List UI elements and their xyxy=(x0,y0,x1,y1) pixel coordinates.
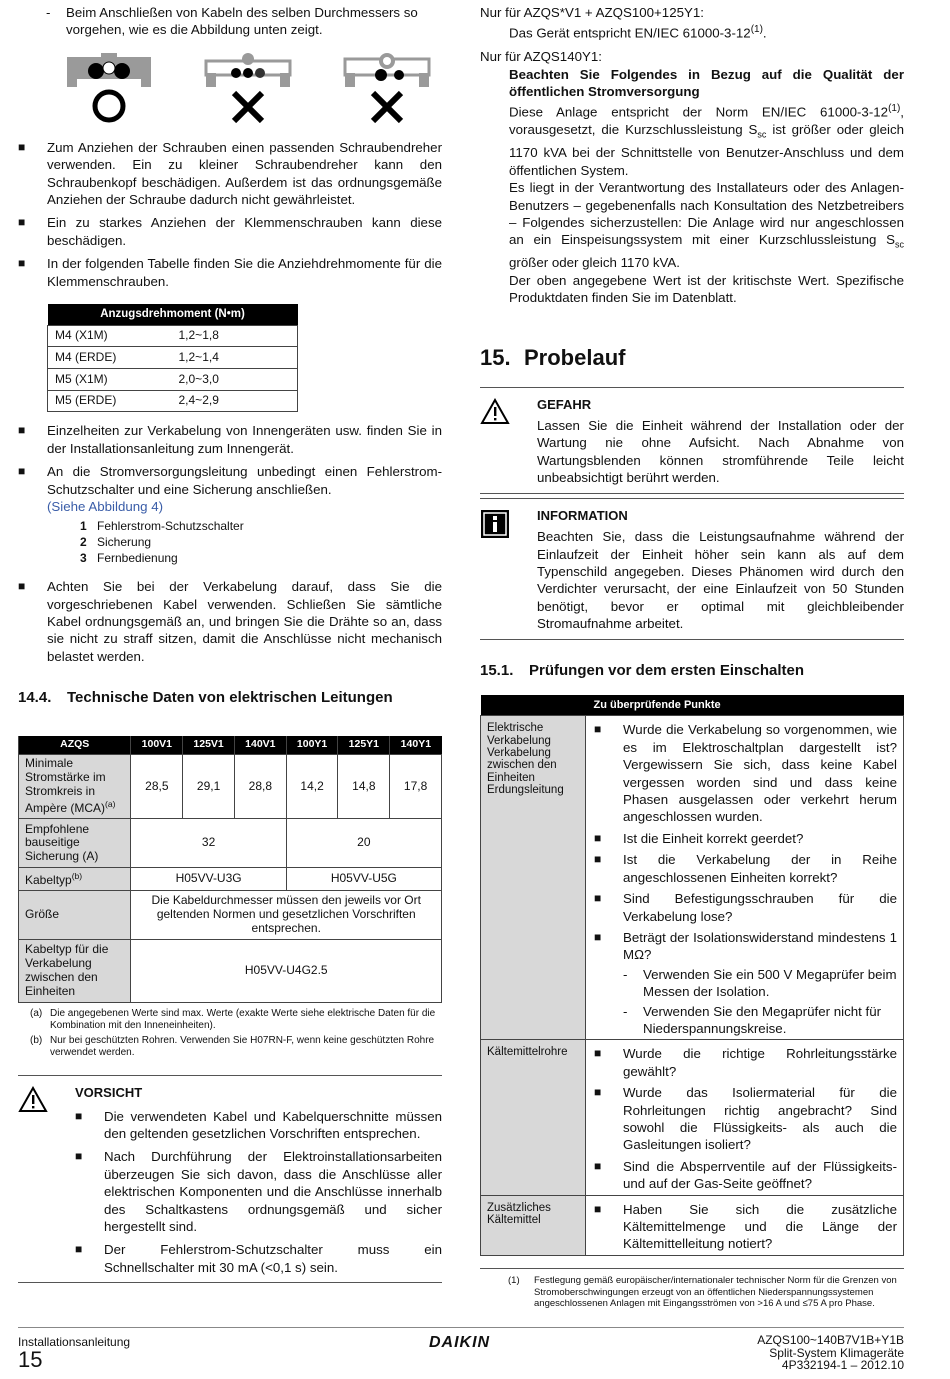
list-item: ■ An die Stromversorgungsleitung unbedingt einen Fehlerstrom-Schutzschalter und eine Sicherung anschließen. (Siehe Abbildung 4) xyxy=(18,464,442,514)
bullet-icon: ■ xyxy=(18,215,26,230)
bullet-icon: ■ xyxy=(18,464,26,479)
info-title: INFORMATION xyxy=(537,507,628,523)
figure-reference-link[interactable]: (Siehe Abbildung 4) xyxy=(47,498,164,514)
list-item: ■ Beträgt der Isolationswiderstand mindestens 1 MΩ? xyxy=(594,929,897,963)
sub-list-item: - Verwenden Sie ein 500 V Megaprüfer beim Messen der Isolation. xyxy=(623,966,897,1000)
caution-callout xyxy=(18,1075,442,1283)
list-item: ■ Einzelheiten zur Verkabelung von Innengeräten usw. finden Sie in der Installationsanleitung zum Innengerät. xyxy=(18,423,442,456)
caution-title: VORSICHT xyxy=(75,1085,143,1101)
table-row: Elektrische Verkabelung Verkabelung zwischen den Einheiten Erdungsleitung ■ Wurde die Verkabelung so vorgenommen, wie es im Elektroschaltplan dargestellt ist? Vergewissern Sie sich, dass keine Kabel vergessen worden sind und dass keine Phasen ausgelassen oder verkehrt herum angeschlossen wurden. ■ Ist die Einheit korrekt geerdet? ■ Ist die Verkabelung der in Reihe angeschlossenen Einheiten korrekt? ■ Sind Befestigungsschrauben für die Verkabelung lose? ■ Beträgt der Isolationswiderstand mindestens 1 MΩ? - Verwenden Sie ein 500 V Megaprüfer beim Messen der Isolation. - Verwenden Sie den Megaprüfer nicht für Niederspannungskreise. xyxy=(481,716,904,1040)
bullet-icon: ■ xyxy=(594,1201,602,1216)
table-row: Minimale Stromstärke im Stromkreis in Ampère (MCA)$^{(a)}$ 28,5 29,1 28,8 14,2 14,8 17,8 xyxy=(19,755,442,819)
intro-text: Beim Anschließen von Kabeln des selben Durchmessers so vorgehen, wie es die Abbildung unten zeigt. xyxy=(66,5,418,38)
wrong-wiring-figure-1 xyxy=(204,51,292,123)
bullet-icon: ■ xyxy=(18,423,26,438)
page-number: 15 xyxy=(18,1347,43,1372)
list-item: ■ Nach Durchführung der Elektroinstallationsarbeiten überzeugen Sie sich davon, dass die Anschlüsse aller elektrischen Komponenten und die Anschlüsse innerhalb des Schaltkastens ordnungsgemäß und sicher hergestellt sind. xyxy=(75,1149,442,1235)
left-column xyxy=(18,4,442,1283)
information-icon xyxy=(480,499,537,639)
bullet-icon: ■ xyxy=(75,1242,83,1257)
torque-table-header: Anzugsdrehmoment (N•m) xyxy=(48,304,298,325)
warning-triangle-icon xyxy=(480,388,537,493)
bullet-icon: ■ xyxy=(594,852,602,867)
bullet-icon: ■ xyxy=(18,139,26,154)
table-row: M5 (ERDE) 2,4~2,9 xyxy=(48,390,298,412)
bullet-icon: ■ xyxy=(75,1108,83,1123)
bullet-icon: ■ xyxy=(594,830,602,845)
list-item: 1 Fehlerstrom-Schutzschalter xyxy=(80,519,244,534)
bullet-icon: ■ xyxy=(594,722,602,737)
subsection-heading: 15.1. Prüfungen vor dem ersten Einschalten xyxy=(480,661,805,679)
table-row: Empfohlene bauseitige Sicherung (A) 32 20 xyxy=(19,819,442,868)
table-row: M4 (ERDE) 1,2~1,4 xyxy=(48,347,298,369)
footnote: (a) Die angegebenen Werte sind max. Werte (exakte Werte siehe elektrische Daten für die Kombination mit den Inneneinheiten). xyxy=(30,1008,436,1032)
list-item: ■ Die verwendeten Kabel und Kabelquerschnitte müssen den geltenden gesetzlichen Vorschriften entsprechen. xyxy=(75,1108,442,1142)
compliance-note-1: Nur für AZQS*V1 + AZQS100+125Y1: Das Gerät entspricht EN/IEC 61000-3-12$^{(1)}$. xyxy=(480,5,767,41)
correct-wiring-figure xyxy=(65,51,153,123)
list-item: ■ Ist die Verkabelung der in Reihe angeschlossenen Einheiten korrekt? xyxy=(594,852,897,885)
bullet-icon: ■ xyxy=(594,1158,602,1173)
chapter-heading: 15. Probelauf xyxy=(480,344,626,370)
footnote: (b) Nur bei geschützten Rohren. Verwenden Sie H07RN-F, wenn keine geschützten Rohre verwendet werden. xyxy=(30,1034,435,1058)
bullet-icon: ■ xyxy=(18,256,26,271)
wrong-wiring-figure-2 xyxy=(343,51,431,123)
warning-triangle-icon xyxy=(18,1076,75,1282)
electrical-data-table xyxy=(18,736,442,1003)
brand-logo: DAIKIN xyxy=(429,1334,491,1351)
list-item: ■ Wurde die richtige Rohrleitungsstärke gewählt? xyxy=(594,1046,897,1079)
checklist-table xyxy=(480,695,904,1256)
page-footnote: (1) Festlegung gemäß europäischer/internationaler technischer Norm für die Grenzen von Stromoberschwingungen erzeugt von an öffentlichen Niederspannungssystemen angeschlossenen Anlagen mit Eingangsströmen von >16 A und ≤75 A pro Phase. xyxy=(480,1268,904,1310)
table-row: Größe Die Kabeldurchmesser müssen den jeweils vor Ort geltenden Normen und gesetzlichen Vorschriften entsprechen. xyxy=(19,891,442,940)
bullet-icon: ■ xyxy=(594,1046,602,1061)
bullet-icon: ■ xyxy=(18,579,26,594)
page-footer xyxy=(18,1327,904,1373)
intro-dash-item: - Beim Anschließen von Kabeln des selben Durchmessers so vorgehen, wie es die Abbildung unten zeigt. xyxy=(18,4,442,39)
list-item: ■ In der folgenden Tabelle finden Sie die Anziehdrehmomente für die Klemmenschrauben. xyxy=(18,256,442,289)
list-item: ■ Sind die Absperrventile auf der Flüssigkeits- und auf der Gas-Seite geöffnet? xyxy=(594,1158,897,1192)
table-row: Zusätzliches Kältemittel ■ Haben Sie sich die zusätzliche Kältemittelmenge und die Länge der Kältemittelleitung notiert? xyxy=(481,1195,904,1255)
list-item: ■ Der Fehlerstrom-Schutzschalter muss ein Schnellschalter mit 30 mA (<0,1 s) sein. xyxy=(75,1242,442,1275)
sub-list-item: - Verwenden Sie den Megaprüfer nicht für Niederspannungskreise. xyxy=(623,1003,882,1036)
checklist-header: Zu überprüfende Punkte xyxy=(586,695,904,716)
compliance-note-2: Nur für AZQS140Y1: Beachten Sie Folgendes in Bezug auf die Qualität der öffentlichen Stromversorgung Diese Anlage entspricht der Norm EN/IEC 61000-3-12$^{(1)}$, vorausgesetzt, die Kurzschlussleistung $S_{sc}$ ist größer oder gleich 1170 kVA bei der Schnittstelle von Benutzer-Anschluss und dem öffentlichen System. Es liegt in der Verantwortung des Installateurs oder des Anlagen-Benutzers – gegebenenfalls nach Konsultation des Netzbetreibers – Folgendes sicherzustellen: Die Anlage wird nur angeschlossen an ein Einspeisungssystem mit einer Kurzschlussleistung $S_{sc}$ größer oder gleich 1170 kVA. Der oben angegebene Wert ist der kritischste Wert. Spezifische Produktdaten finden Sie im Datenblatt. xyxy=(480,49,904,306)
list-item: ■ Achten Sie bei der Verkabelung darauf, dass Sie die vorgeschriebenen Kabel verwenden. Schließen Sie sämtliche Kabel ordnungsgemäß an, und bringen Sie die Drähte so an, dass sie nicht zu straff sitzen, damit die Anschlüsse nicht mechanisch belastet werden. xyxy=(18,579,442,664)
document-info: AZQS100~140B7V1B+Y1B Split-System Klimageräte 4P332194-1 – 2012.10 xyxy=(757,1333,904,1373)
list-item: ■ Wurde das Isoliermaterial für die Rohrleitungen richtig angebracht? Sind sowohl die Flüssigkeits- als auch die Gasleitungen isoliert? xyxy=(594,1085,897,1153)
wiring-figures xyxy=(65,51,442,123)
list-item: 3 Fernbedienung xyxy=(80,550,178,565)
table-header-row: AZQS 100V1 125V1 140V1 100Y1 125Y1 140Y1 xyxy=(19,736,442,755)
table-footnotes xyxy=(18,1008,442,1059)
table-row: Kältemittelrohre ■ Wurde die richtige Rohrleitungsstärke gewählt? ■ Wurde das Isoliermaterial für die Rohrleitungen richtig angebracht? Sind sowohl die Flüssigkeits- als auch die Gasleitungen isoliert? ■ Sind die Absperrventile auf der Flüssigkeits- und auf der Gas-Seite geöffnet? xyxy=(481,1040,904,1195)
list-item: ■ Sind Befestigungsschrauben für die Verkabelung lose? xyxy=(594,891,897,924)
section-heading: 14.4. Technische Daten von elektrischen Leitungen xyxy=(18,689,393,707)
list-item: ■ Ist die Einheit korrekt geerdet? xyxy=(594,830,804,846)
bullet-list-b xyxy=(18,422,442,665)
bullet-list-a xyxy=(18,139,442,290)
list-item: ■ Wurde die Verkabelung so vorgenommen, wie es im Elektroschaltplan dargestellt ist? Vergewissern Sie sich, dass keine Kabel vergessen worden sind und dass keine Phasen ausgelassen oder verkehrt herum angeschlossen wurden. xyxy=(594,722,897,825)
bullet-icon: ■ xyxy=(75,1149,83,1164)
bullet-icon: ■ xyxy=(594,1085,602,1100)
list-item: ■ Zum Anziehen der Schrauben einen passenden Schraubendreher verwenden. Ein zu kleiner Schraubendreher kann den Schraubenkopf beschädigen. Außerdem ist das ordnungsgemäße Anziehen der Schraube dadurch nicht gewährleistet. xyxy=(18,139,442,208)
list-item: ■ Haben Sie sich die zusätzliche Kältemittelmenge und die Länge der Kältemittelleitung notiert? xyxy=(594,1201,897,1252)
bullet-icon: ■ xyxy=(594,891,602,906)
torque-table xyxy=(47,304,298,412)
danger-title: GEFAHR xyxy=(537,396,592,412)
table-row: Kabeltyp$^{(b)}$ H05VV-U3G H05VV-U5G xyxy=(19,868,442,891)
list-item: ■ Ein zu starkes Anziehen der Klemmenschrauben kann diese beschädigen. xyxy=(18,215,442,248)
danger-callout: GEFAHR Lassen Sie die Einheit während der Installation oder der Wartung nie ohne Aufsicht. Nach Abnahme von Wartungsblenden können stromführende Teile leicht unbeabsichtigt berührt werden. xyxy=(480,387,904,494)
list-item: 2 Sicherung xyxy=(80,534,152,549)
info-callout: INFORMATION Beachten Sie, dass die Leistungsaufnahme während der Einlaufzeit der Einheit höher sein kann als auf dem Typenschild angegeben. Dieses Phänomen wird durch den Verdichter verursacht, der eine Einlaufzeit von 50 Stunden benötigt, bevor er optimal mit gleichbleibender Stromaufnahme arbeitet. xyxy=(480,498,904,640)
document-type: Installationsanleitung xyxy=(18,1335,131,1349)
right-column xyxy=(480,4,904,1310)
component-legend xyxy=(80,519,442,566)
bullet-icon: ■ xyxy=(594,929,602,944)
table-row: Kabeltyp für die Verkabelung zwischen den Einheiten H05VV-U4G2.5 xyxy=(19,940,442,1003)
table-row: M4 (X1M) 1,2~1,8 xyxy=(48,325,298,347)
table-row: M5 (X1M) 2,0~3,0 xyxy=(48,368,298,390)
